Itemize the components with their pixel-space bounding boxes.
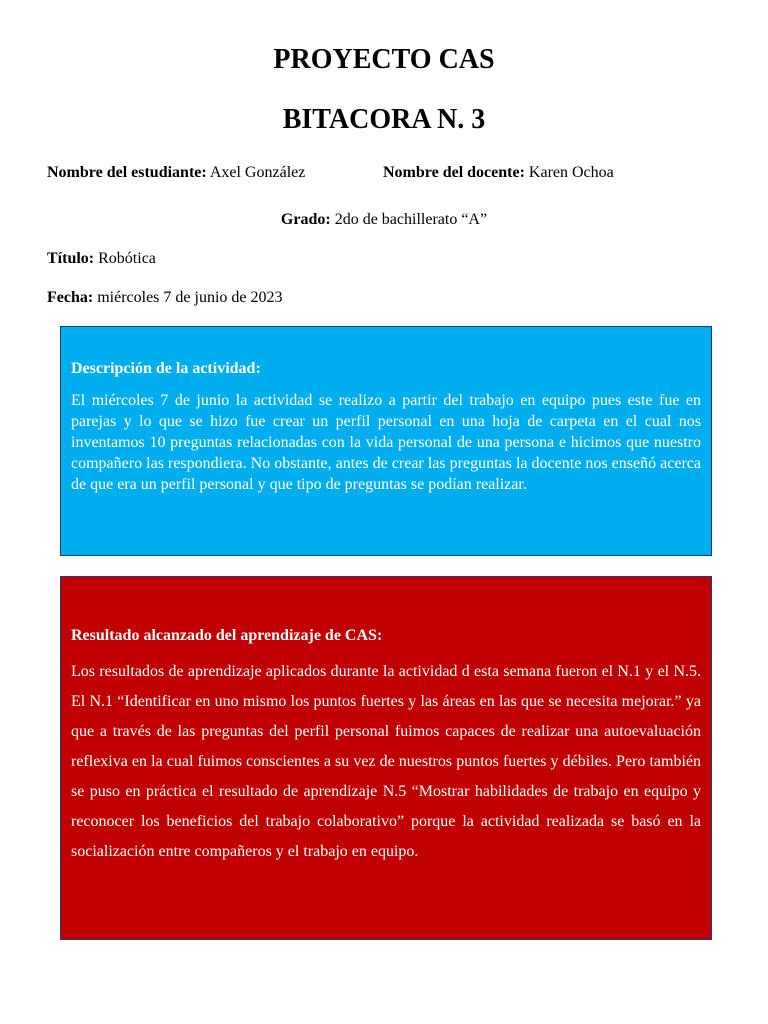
activity-description-box (60, 326, 712, 556)
grade-line (0, 211, 768, 229)
outcome-body: Los resultados de aprendizaje aplicados durante la actividad d esta semana fueron el N.1 y el N.5. El N.1 “Identificar en uno mismo los puntos fuertes y las áreas en las que se necesita mejorar.” ya que a través de las preguntas del perfil personal fuimos capaces de realizar una autoevaluación reflexiva en la cual fuimos conscientes a su vez de nuestros puntos fuertes y débiles. Pero también se puso en práctica el resultado de aprendizaje N.5 “Mostrar habilidades de trabajo en equipo y reconocer los beneficios del trabajo colaborativo” porque la actividad realizada se basó en la socialización entre compañeros y el trabajo en equipo. (71, 663, 701, 860)
teacher-line (383, 164, 614, 182)
activity-heading: Descripción de la actividad: (71, 360, 261, 377)
date-value: miércoles 7 de junio de 2023 (97, 289, 283, 306)
topic-line (47, 250, 156, 268)
activity-body: El miércoles 7 de junio la actividad se realizo a partir del trabajo en equipo pues este fue en parejas y lo que se hizo fue crear un perfil personal en una hoja de carpeta en el cual nos inventamos 10 preguntas relacionadas con la vida personal de una persona e hicimos que nuestro compañero las respondiera. No obstante, antes de crear las preguntas la docente nos enseñó acerca de que era un perfil personal y que tipo de preguntas se podían realizar. (71, 392, 701, 493)
outcome-heading: Resultado alcanzado del aprendizaje de CAS: (71, 627, 383, 644)
document-subtitle: BITACORA N. 3 (282, 104, 486, 135)
date-label: Fecha: (47, 289, 94, 306)
document-title: PROYECTO CAS (273, 44, 495, 75)
teacher-label: Nombre del docente: (383, 164, 525, 181)
topic-label: Título: (47, 250, 95, 267)
date-line (47, 289, 283, 307)
student-name: Axel González (209, 164, 306, 181)
student-line (47, 164, 305, 182)
teacher-name: Karen Ochoa (528, 164, 614, 181)
learning-outcome-box (60, 576, 712, 940)
grade-value: 2do de bachillerato “A” (334, 211, 488, 228)
topic-value: Robótica (98, 250, 156, 267)
student-label: Nombre del estudiante: (47, 164, 207, 181)
grade-label: Grado: (280, 211, 331, 228)
